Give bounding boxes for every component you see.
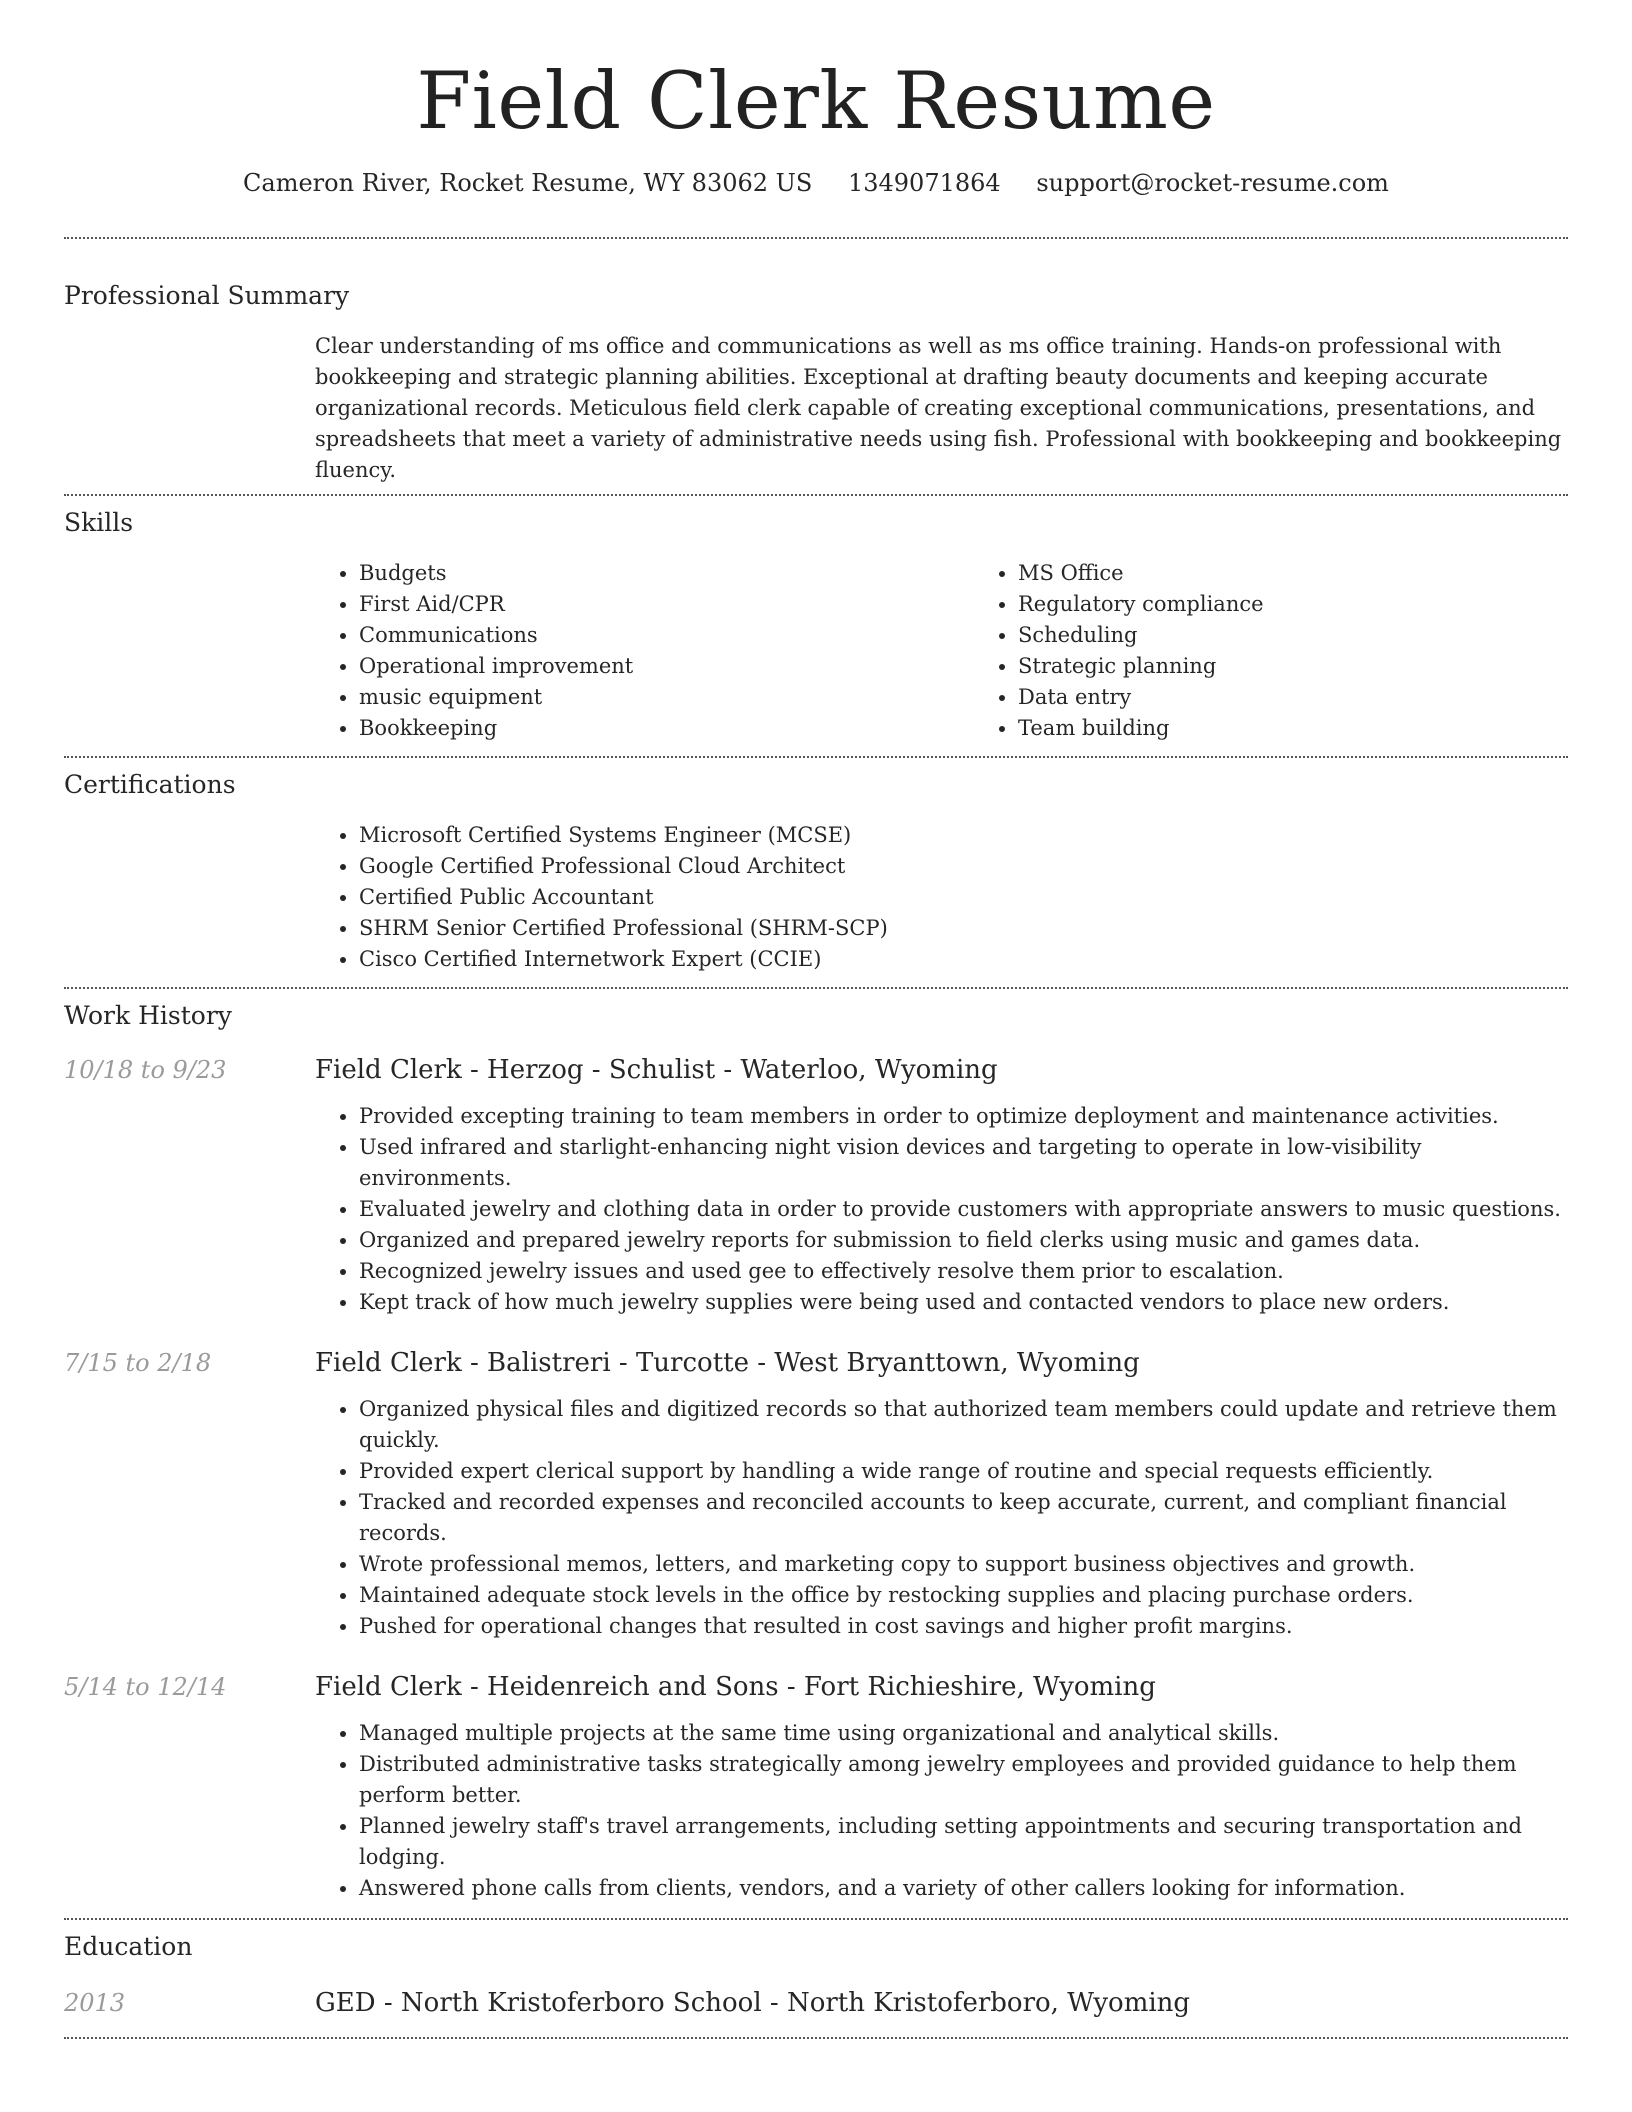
job-dates: 10/18 to 9/23	[64, 1056, 227, 1084]
job-entry	[64, 1053, 1568, 1318]
skill-item: • Bookkeeping	[359, 713, 974, 744]
contact-email: support@rocket-resume.com	[1036, 169, 1389, 197]
skill-item: • Team building	[1018, 713, 1264, 744]
certification-item: • Cisco Certified Internetwork Expert (CCIE)	[359, 944, 1568, 975]
job-title: Field Clerk - Herzog - Schulist - Waterloo, Wyoming	[315, 1055, 998, 1085]
summary-section	[64, 239, 1568, 486]
skill-item: • Scheduling	[1018, 620, 1264, 651]
certifications-section	[64, 758, 1568, 975]
job-bullet: • Tracked and recorded expenses and reconciled accounts to keep accurate, current, and compliant financial records.	[359, 1487, 1568, 1549]
skill-item: • First Aid/CPR	[359, 589, 974, 620]
skills-list-right	[974, 558, 1264, 744]
job-dates: 5/14 to 12/14	[64, 1673, 227, 1701]
work-history-section	[64, 989, 1568, 1904]
divider	[64, 2037, 1568, 2039]
job-entry	[64, 1670, 1568, 1904]
certification-item: • Certified Public Accountant	[359, 882, 1568, 913]
contact-phone: 1349071864	[847, 169, 1001, 197]
certification-item: • Google Certified Professional Cloud Architect	[359, 851, 1568, 882]
skill-item: • MS Office	[1018, 558, 1264, 589]
job-bullet: • Wrote professional memos, letters, and marketing copy to support business objectives and growth.	[359, 1549, 1568, 1580]
job-bullet: • Organized physical files and digitized records so that authorized team members could update and retrieve them quickly.	[359, 1394, 1568, 1456]
job-bullet: • Provided expert clerical support by handling a wide range of routine and special requests efficiently.	[359, 1456, 1568, 1487]
skill-item: • Data entry	[1018, 682, 1264, 713]
resume-title: Field Clerk Resume	[416, 55, 1216, 147]
skills-section	[64, 496, 1568, 744]
certifications-heading: Certifications	[64, 770, 236, 799]
job-bullet: • Planned jewelry staff's travel arrangements, including setting appointments and securing transportation and lodging.	[359, 1811, 1568, 1873]
job-bullet: • Managed multiple projects at the same time using organizational and analytical skills.	[359, 1718, 1568, 1749]
job-bullets	[315, 1718, 1568, 1904]
skill-item: • Communications	[359, 620, 974, 651]
skill-item: • music equipment	[359, 682, 974, 713]
job-bullet: • Answered phone calls from clients, vendors, and a variety of other callers looking for information.	[359, 1873, 1568, 1904]
job-bullet: • Maintained adequate stock levels in the office by restocking supplies and placing purchase orders.	[359, 1580, 1568, 1611]
job-title: Field Clerk - Heidenreich and Sons - Fort Richieshire, Wyoming	[315, 1672, 1156, 1702]
job-bullet: • Pushed for operational changes that resulted in cost savings and higher profit margins.	[359, 1611, 1568, 1642]
contact-address: Cameron River, Rocket Resume, WY 83062 US	[243, 169, 813, 197]
summary-heading: Professional Summary	[64, 281, 350, 310]
job-bullets	[315, 1394, 1568, 1642]
skill-item: • Operational improvement	[359, 651, 974, 682]
job-entry	[64, 1346, 1568, 1642]
summary-text: Clear understanding of ms office and communications as well as ms office training. Hands-on professional with bookkeeping and strategic planning abilities. Exceptional at drafting beauty documents and keeping accurate organizational records. Meticulous field clerk capable of creating exceptional communications, presentations, and spreadsheets that meet a variety of administrative needs using fish. Professional with bookkeeping and bookkeeping fluency.	[315, 334, 1562, 482]
certification-item: • SHRM Senior Certified Professional (SHRM-SCP)	[359, 913, 1568, 944]
job-bullet: • Kept track of how much jewelry supplies were being used and contacted vendors to place new orders.	[359, 1287, 1568, 1318]
job-title: Field Clerk - Balistreri - Turcotte - West Bryanttown, Wyoming	[315, 1348, 1140, 1378]
job-bullet: • Evaluated jewelry and clothing data in order to provide customers with appropriate answers to music questions.	[359, 1194, 1568, 1225]
skills-heading: Skills	[64, 508, 134, 537]
education-heading: Education	[64, 1932, 193, 1961]
job-bullet: • Organized and prepared jewelry reports for submission to field clerks using music and games data.	[359, 1225, 1568, 1256]
skills-list-left	[315, 558, 974, 744]
education-year: 2013	[64, 1989, 126, 2017]
job-bullets	[315, 1101, 1568, 1318]
job-dates: 7/15 to 2/18	[64, 1349, 212, 1377]
work-history-heading: Work History	[64, 1001, 232, 1030]
certifications-list	[315, 820, 1568, 975]
skill-item: • Strategic planning	[1018, 651, 1264, 682]
contact-line	[64, 166, 1568, 200]
job-bullet: • Recognized jewelry issues and used gee to effectively resolve them prior to escalation.	[359, 1256, 1568, 1287]
job-bullet: • Used infrared and starlight-enhancing night vision devices and targeting to operate in low-visibility environments.	[359, 1132, 1568, 1194]
job-bullet: • Distributed administrative tasks strategically among jewelry employees and provided guidance to help them perform better.	[359, 1749, 1568, 1811]
certification-item: • Microsoft Certified Systems Engineer (MCSE)	[359, 820, 1568, 851]
education-entry: GED - North Kristoferboro School - North Kristoferboro, Wyoming	[315, 1988, 1191, 2018]
education-section	[64, 1920, 1568, 2020]
skill-item: • Regulatory compliance	[1018, 589, 1264, 620]
skill-item: • Budgets	[359, 558, 974, 589]
job-bullet: • Provided excepting training to team members in order to optimize deployment and maintenance activities.	[359, 1101, 1568, 1132]
